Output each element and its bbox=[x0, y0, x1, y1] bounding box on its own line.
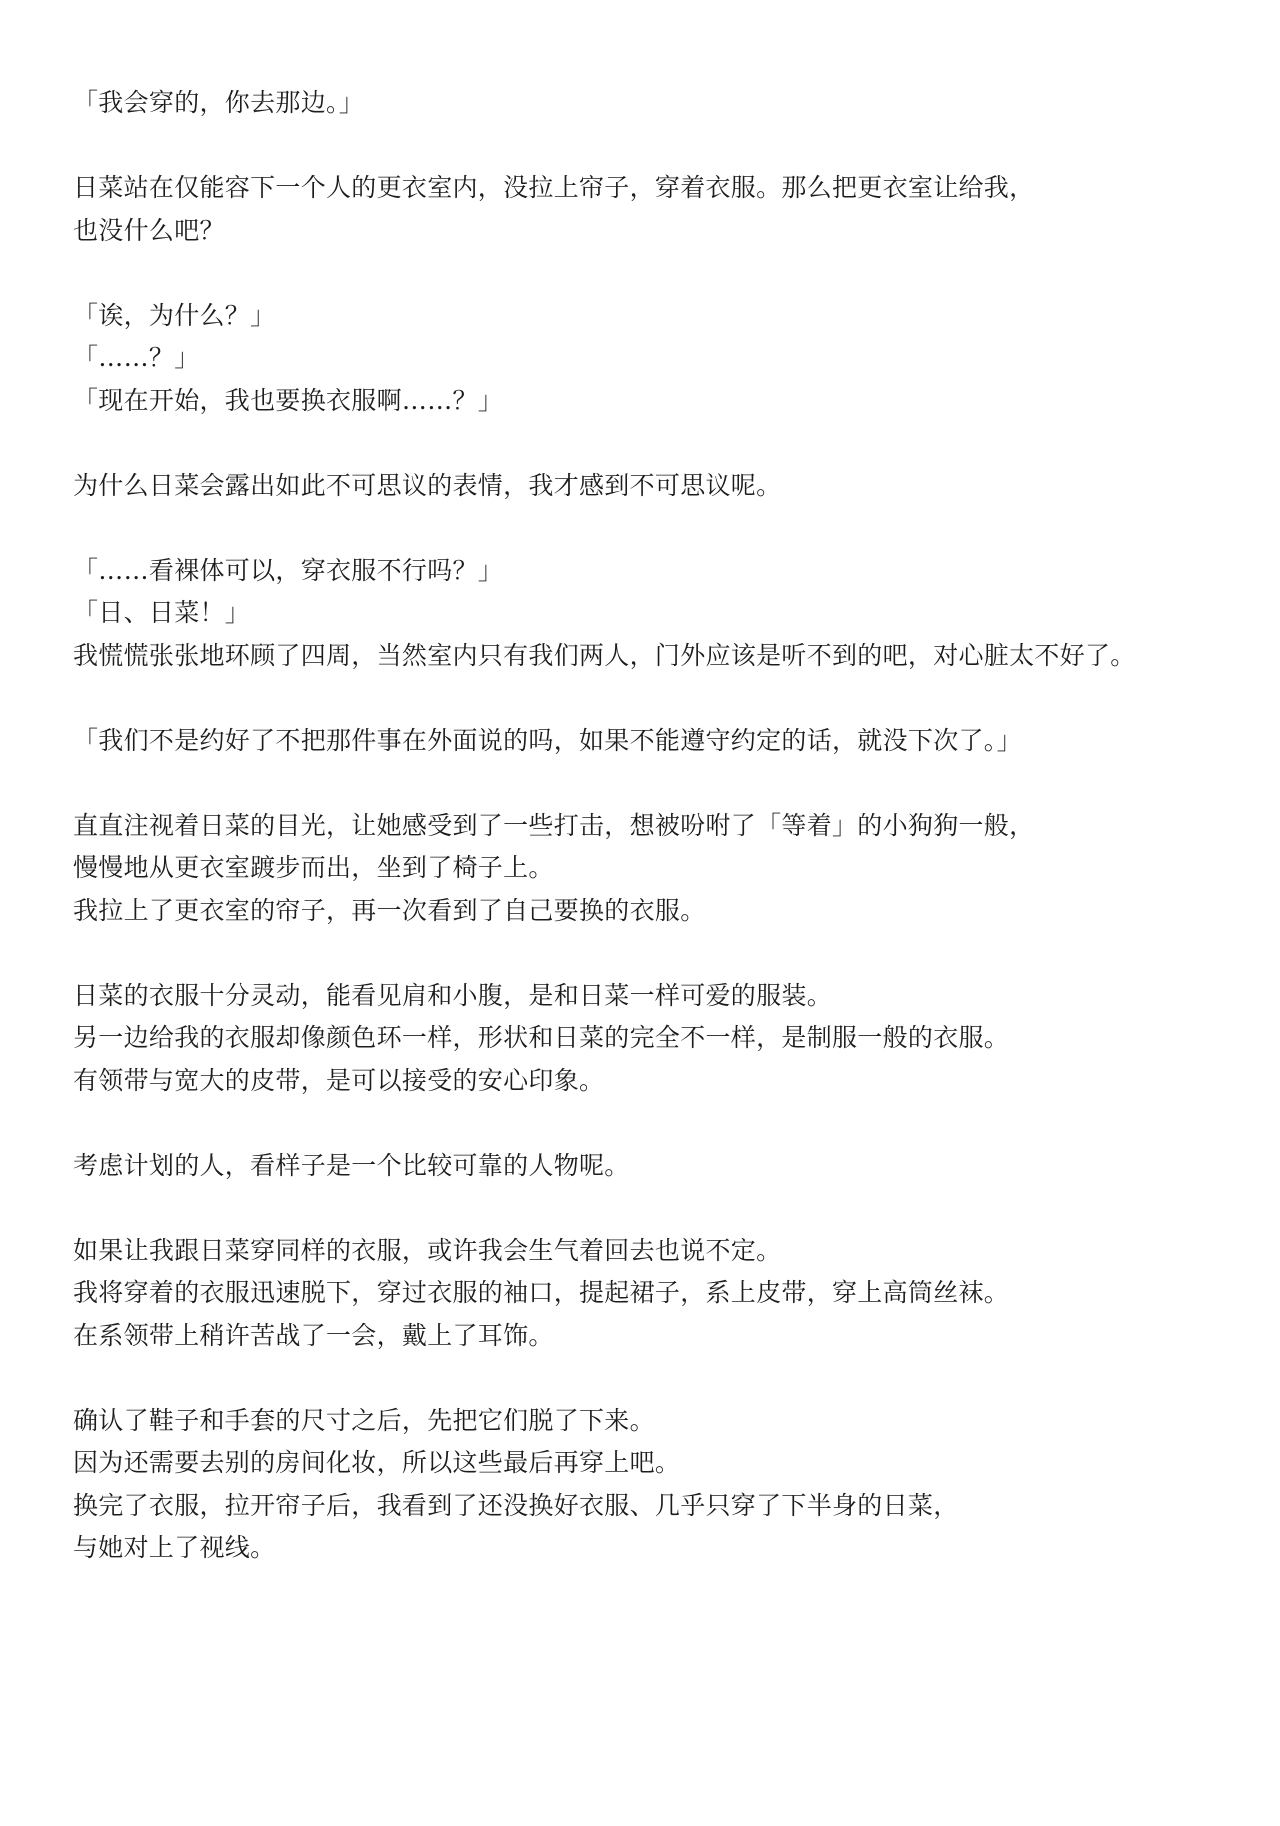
text-line: 「诶，为什么？」 bbox=[73, 300, 276, 330]
text-line: 直直注视着日菜的目光，让她感受到了一些打击，想被吩咐了「等着」的小狗狗一般， bbox=[73, 810, 1035, 840]
text-line: 慢慢地从更衣室踱步而出，坐到了椅子上。 bbox=[73, 853, 554, 882]
paragraph bbox=[73, 295, 1263, 423]
text-line: 「……看裸体可以，穿衣服不行吗？」 bbox=[73, 555, 504, 585]
text-line: 考虑计划的人，看样子是一个比较可靠的人物呢。 bbox=[73, 1150, 630, 1180]
paragraph bbox=[73, 82, 1263, 125]
text-line: 另一边给我的衣服却像颜色环一样，形状和日菜的完全不一样，是制服一般的衣服。 bbox=[73, 1023, 1010, 1052]
text-line: 「现在开始，我也要换衣服啊……？」 bbox=[73, 385, 504, 415]
text-line: 换完了衣服，拉开帘子后，我看到了还没换好衣服、几乎只穿了下半身的日菜， bbox=[73, 1490, 959, 1520]
text-line: 如果让我跟日菜穿同样的衣服，或许我会生气着回去也说不定。 bbox=[73, 1235, 782, 1265]
paragraph bbox=[73, 975, 1263, 1103]
text-line: 「……？」 bbox=[73, 343, 200, 372]
paragraph bbox=[73, 550, 1263, 678]
text-line: 为什么日菜会露出如此不可思议的表情，我才感到不可思议呢。 bbox=[73, 470, 782, 500]
text-line: 因为还需要去别的房间化妆，所以这些最后再穿上吧。 bbox=[73, 1448, 681, 1477]
paragraph bbox=[73, 1400, 1263, 1570]
paragraph bbox=[73, 1230, 1263, 1358]
text-line: 有领带与宽大的皮带，是可以接受的安心印象。 bbox=[73, 1065, 605, 1095]
text-line: 也没什么吧？ bbox=[73, 215, 225, 245]
text-line: 我慌慌张张地环顾了四周，当然室内只有我们两人，门外应该是听不到的吧，对心脏太不好了。 bbox=[73, 640, 1136, 670]
paragraph bbox=[73, 465, 1263, 508]
text-line: 日菜站在仅能容下一个人的更衣室内，没拉上帘子，穿着衣服。那么把更衣室让给我， bbox=[73, 173, 1035, 202]
text-line: 我将穿着的衣服迅速脱下，穿过衣服的袖口，提起裙子，系上皮带，穿上高筒丝袜。 bbox=[73, 1278, 1010, 1307]
document-page bbox=[73, 82, 1263, 1570]
paragraph bbox=[73, 167, 1263, 252]
paragraph bbox=[73, 1145, 1263, 1188]
text-line: 「我们不是约好了不把那件事在外面说的吗，如果不能遵守约定的话，就没下次了。」 bbox=[73, 725, 1022, 755]
paragraph bbox=[73, 720, 1263, 763]
text-line: 确认了鞋子和手套的尺寸之后，先把它们脱了下来。 bbox=[73, 1405, 655, 1435]
text-line: 我拉上了更衣室的帘子，再一次看到了自己要换的衣服。 bbox=[73, 895, 706, 925]
paragraph bbox=[73, 805, 1263, 933]
text-line: 在系领带上稍许苦战了一会，戴上了耳饰。 bbox=[73, 1320, 554, 1350]
text-line: 「我会穿的，你去那边。」 bbox=[73, 88, 365, 117]
text-line: 与她对上了视线。 bbox=[73, 1533, 276, 1562]
text-line: 「日、日菜！」 bbox=[73, 598, 251, 627]
text-line: 日菜的衣服十分灵动，能看见肩和小腹，是和日菜一样可爱的服装。 bbox=[73, 980, 833, 1010]
